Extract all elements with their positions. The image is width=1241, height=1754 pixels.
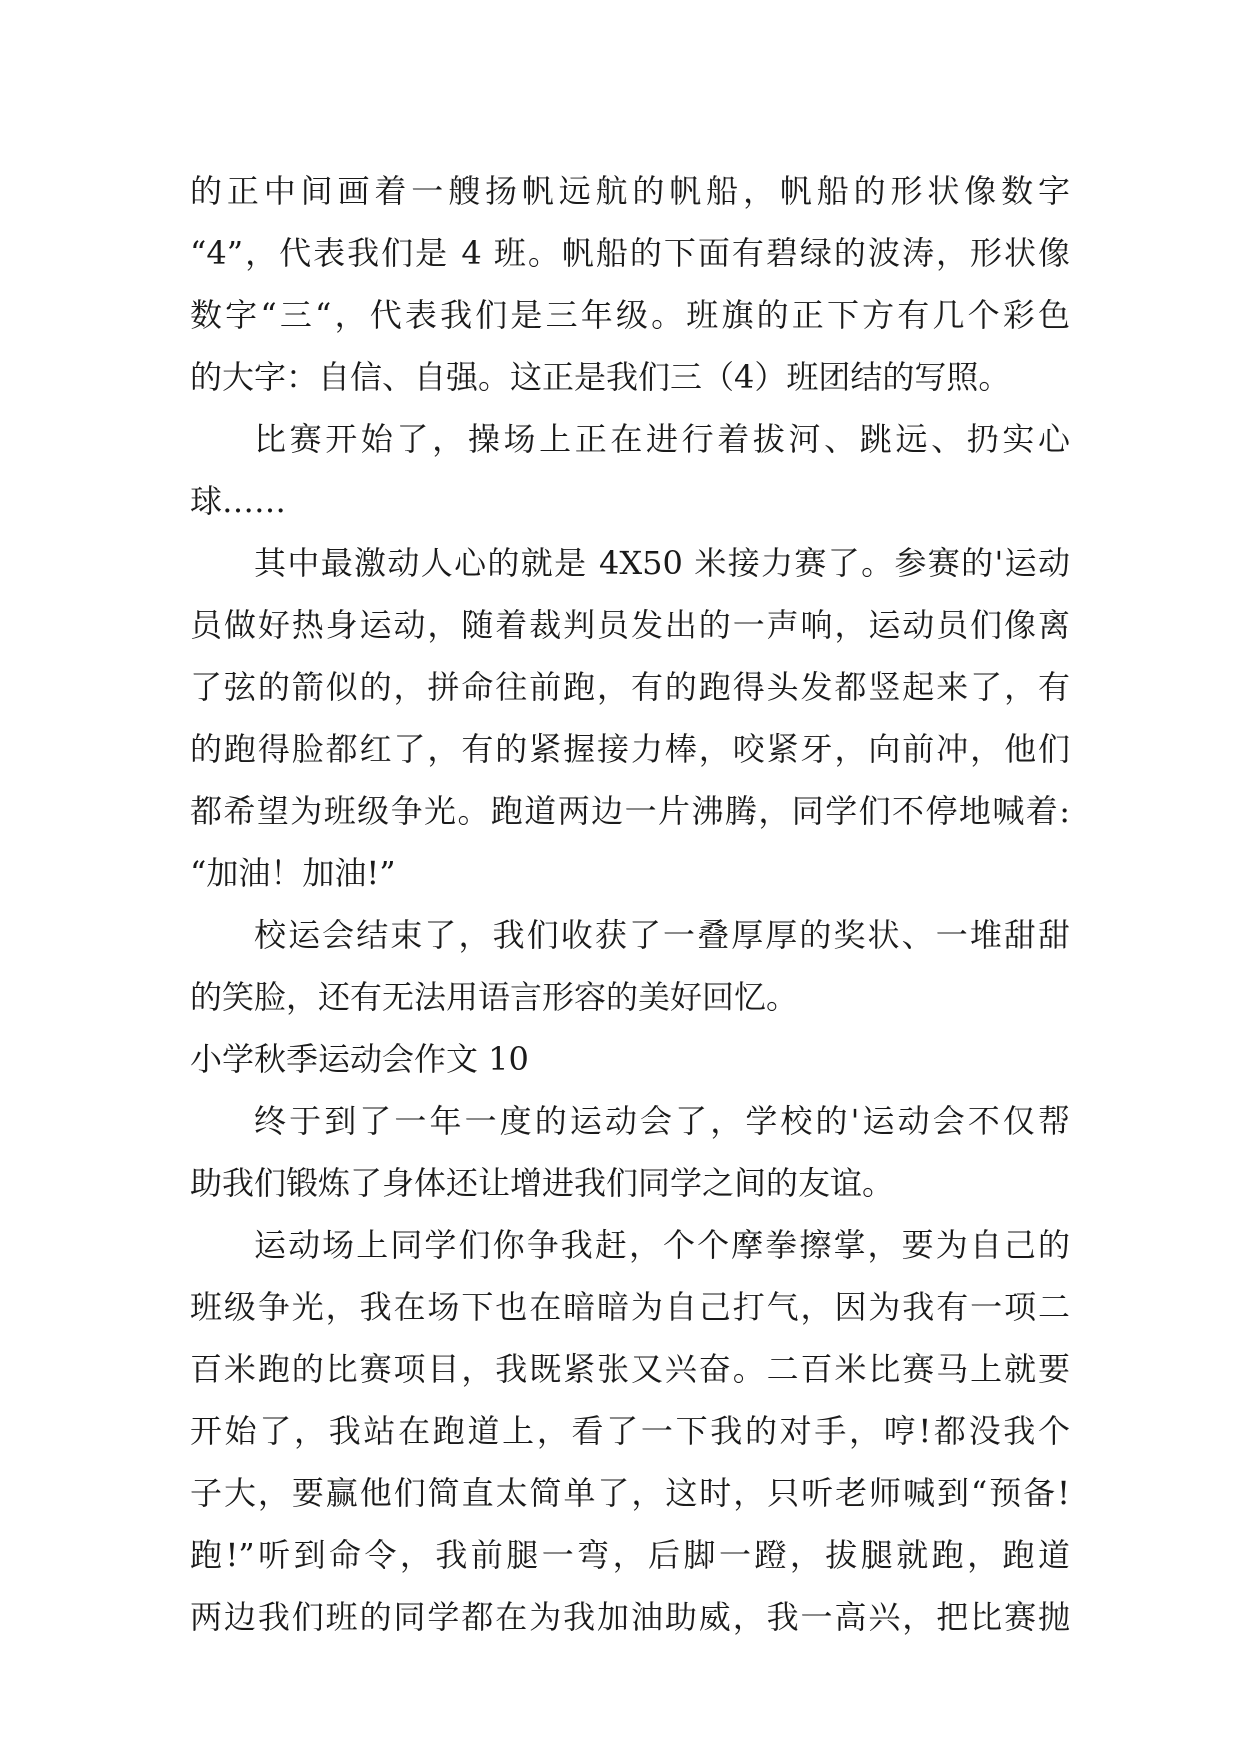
text-line: 其中最激动人心的就是 4X50 米接力赛了。参赛的'运动 (254, 544, 1070, 582)
paragraph-200m-race (190, 1214, 1070, 1648)
text-line: 子大，要赢他们简直太简单了，这时，只听老师喊到“预备! (190, 1474, 1070, 1512)
text-line: 数字“三“，代表我们是三年级。班旗的正下方有几个彩色 (190, 296, 1070, 334)
section-title: 小学秋季运动会作文 10 (190, 1040, 529, 1078)
paragraph-competition-start (190, 408, 1070, 532)
paragraph-class-flag-description (190, 160, 1070, 408)
text-line: 两边我们班的同学都在为我加油助威，我一高兴，把比赛抛 (190, 1598, 1070, 1636)
text-line: 员做好热身运动，随着裁判员发出的一声响，运动员们像离 (190, 606, 1070, 644)
text-line: 都希望为班级争光。跑道两边一片沸腾，同学们不停地喊着: (190, 792, 1070, 830)
text-line: 跑!”听到命令，我前腿一弯，后脚一蹬，拔腿就跑，跑道 (190, 1536, 1070, 1574)
text-line: 的笑脸，还有无法用语言形容的美好回忆。 (190, 978, 799, 1016)
text-line: 的大字：自信、自强。这正是我们三（4）班团结的写照。 (190, 358, 1011, 396)
text-line: 终于到了一年一度的运动会了，学校的'运动会不仅帮 (254, 1102, 1070, 1140)
text-line: 比赛开始了，操场上正在进行着拔河、跳远、扔实心 (254, 420, 1070, 458)
text-line: “4”，代表我们是 4 班。帆船的下面有碧绿的波涛，形状像 (190, 234, 1070, 272)
text-line: 班级争光，我在场下也在暗暗为自己打气，因为我有一项二 (190, 1288, 1070, 1326)
paragraph-sports-meet-intro (190, 1090, 1070, 1214)
text-line: 百米跑的比赛项目，我既紧张又兴奋。二百米比赛马上就要 (190, 1350, 1070, 1388)
text-line: “加油！加油!” (190, 854, 396, 892)
essay-heading (190, 1028, 1070, 1090)
text-line: 助我们锻炼了身体还让增进我们同学之间的友谊。 (190, 1164, 895, 1202)
text-line: 的跑得脸都红了，有的紧握接力棒，咬紧牙，向前冲，他们 (190, 730, 1070, 768)
text-line: 运动场上同学们你争我赶，个个摩拳擦掌，要为自己的 (254, 1226, 1070, 1264)
text-line: 校运会结束了，我们收获了一叠厚厚的奖状、一堆甜甜 (254, 916, 1070, 954)
text-line: 的正中间画着一艘扬帆远航的帆船，帆船的形状像数字 (190, 172, 1070, 210)
text-line: 球…… (190, 482, 287, 520)
paragraph-relay-race (190, 532, 1070, 904)
text-line: 开始了，我站在跑道上，看了一下我的对手，哼!都没我个 (190, 1412, 1070, 1450)
paragraph-meet-ending (190, 904, 1070, 1028)
document-content (190, 160, 1070, 1648)
text-line: 了弦的箭似的，拼命往前跑，有的跑得头发都竖起来了，有 (190, 668, 1070, 706)
